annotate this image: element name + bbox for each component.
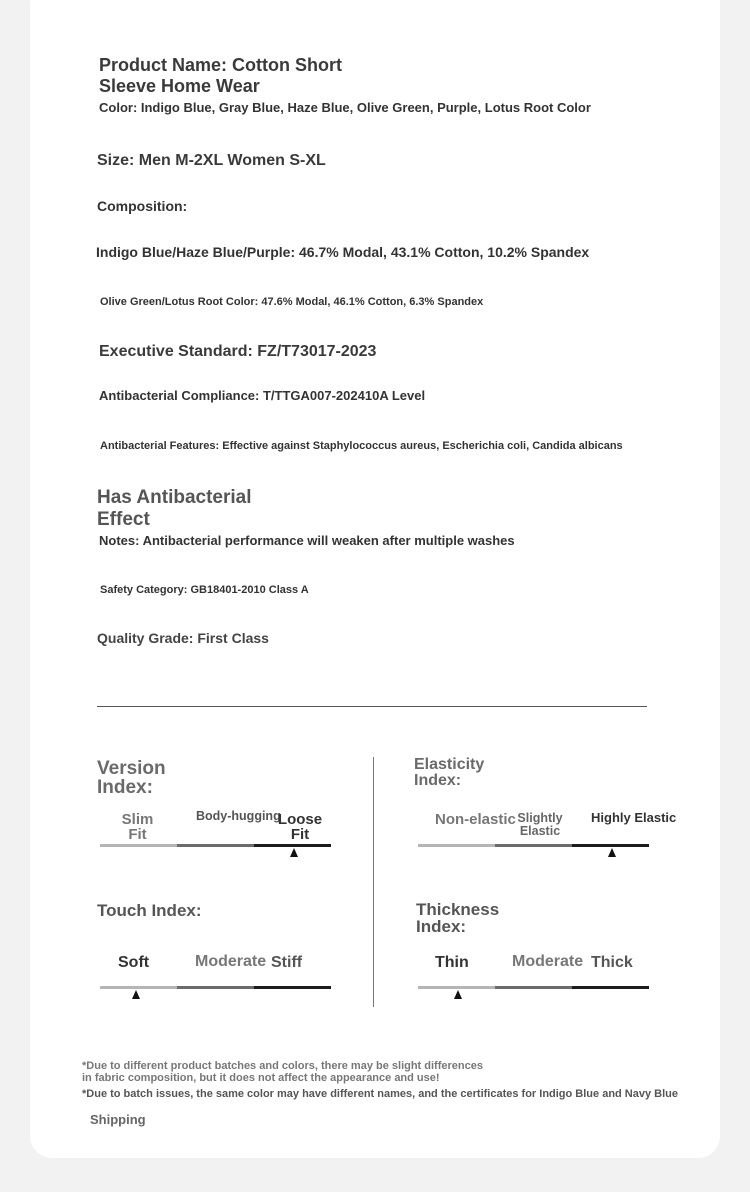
touch-label-stiff: Stiff [271,954,303,971]
safety-category: Safety Category: GB18401-2010 Class A [100,584,309,596]
footnote-2: *Due to batch issues, the same color may have different names, and the certificates for Indigo Blue and Navy Blue [82,1088,678,1100]
size-line: Size: Men M-2XL Women S-XL [97,152,326,169]
thickness-label-thin: Thin [435,954,469,971]
info-card [30,0,720,1158]
version-scale-bar [100,844,331,847]
quality-grade: Quality Grade: First Class [97,630,269,646]
antibacterial-compliance: Antibacterial Compliance: T/TTGA007-202410A Level [99,388,426,403]
shipping-label: Shipping [90,1112,146,1127]
version-label-loose-fit: Loose Fit [277,811,323,843]
composition-line-1: Indigo Blue/Haze Blue/Purple: 46.7% Modal, 43.1% Cotton, 10.2% Spandex [96,244,590,260]
elasticity-label-slightly-elastic: Slightly Elastic [517,811,563,838]
composition-line-2: Olive Green/Lotus Root Color: 47.6% Modal, 46.1% Cotton, 6.3% Spandex [100,296,484,308]
color-line: Color: Indigo Blue, Gray Blue, Haze Blue, Olive Green, Purple, Lotus Root Color [99,100,591,115]
thickness-index-title: Thickness Index: [416,900,500,936]
antibacterial-features: Antibacterial Features: Effective against Staphylococcus aureus, Escherichia coli, Candida albicans [100,440,623,452]
column-divider [373,757,374,1007]
notes-line: Notes: Antibacterial performance will weaken after multiple washes [99,533,515,548]
touch-label-soft: Soft [118,954,150,971]
elasticity-pointer-icon [608,848,616,857]
elasticity-label-non-elastic: Non-elastic [435,811,516,828]
thickness-pointer-icon [454,990,462,999]
touch-pointer-icon [132,990,140,999]
elasticity-label-highly-elastic: Highly Elastic [591,810,677,825]
version-label-body-hugging: Body-hugging [196,809,281,823]
version-pointer-icon [290,848,298,857]
version-label-slim-fit: Slim Fit [121,811,154,843]
touch-label-moderate: Moderate [195,953,267,970]
elasticity-scale-bar [418,844,649,847]
elasticity-index-title: Elasticity Index: [414,756,485,789]
composition-label: Composition: [97,198,188,214]
section-divider [97,706,647,707]
version-index-title: Version Index: [97,758,166,798]
antibacterial-heading: Has Antibacterial Effect [97,487,252,530]
thickness-label-thick: Thick [591,954,633,971]
thickness-label-moderate: Moderate [512,953,584,970]
touch-index-title: Touch Index: [97,901,202,920]
thickness-scale-bar [418,986,649,989]
touch-scale-bar [100,986,331,989]
product-name: Product Name: Cotton Short Sleeve Home Wear [99,55,342,96]
footnote-1: *Due to different product batches and colors, there may be slight differences in fabric composition, but it does not affect the appearance and use! [82,1060,483,1085]
executive-standard: Executive Standard: FZ/T73017-2023 [99,343,377,360]
